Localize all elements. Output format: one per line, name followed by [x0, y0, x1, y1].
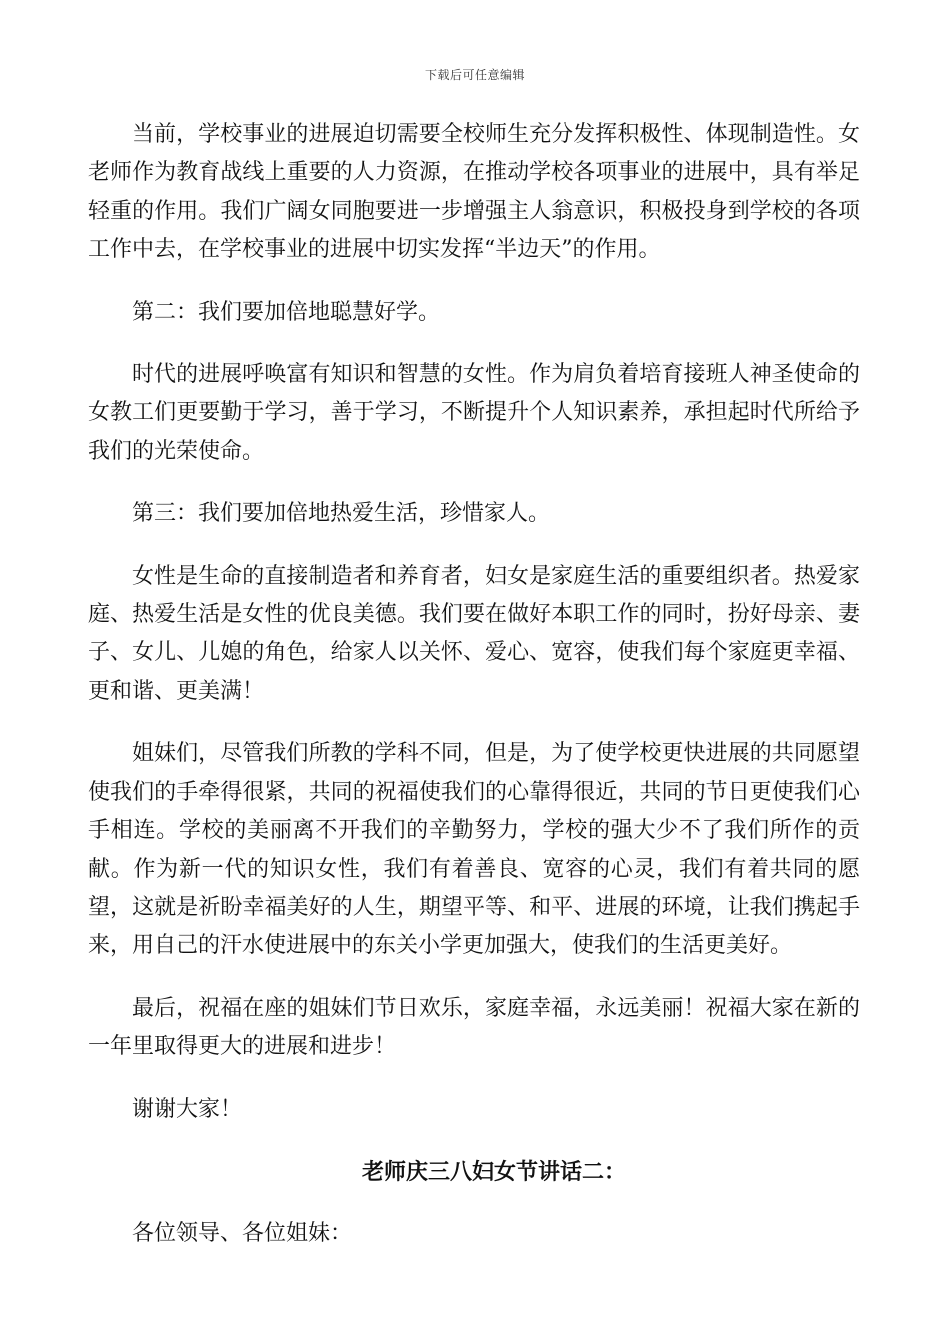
document-body	[88, 116, 860, 1278]
paragraph-knowledge: 时代的进展呼唤富有知识和智慧的女性。作为肩负着培育接班人神圣使命的女教工们更要勤于学习，善于学习，不断提升个人知识素养，承担起时代所给予我们的光荣使命。	[88, 362, 860, 464]
paragraph-point-three: 第三：我们要加倍地热爱生活，珍惜家人。	[132, 501, 551, 527]
header-note: 下载后可任意编辑	[424, 68, 525, 82]
paragraph-greeting: 各位领导、各位姐妹：	[132, 1221, 353, 1247]
paragraph-point-two: 第二：我们要加倍地聪慧好学。	[132, 299, 441, 325]
paragraph-family: 女性是生命的直接制造者和养育者，妇女是家庭生活的重要组织者。热爱家庭、热爱生活是女性的优良美德。我们要在做好本职工作的同时，扮好母亲、妻子、女儿、儿媳的角色，给家人以关怀、爱心、宽容，使我们每个家庭更幸福、更和谐、更美满！	[88, 563, 860, 704]
paragraph-intro: 当前，学校事业的进展迫切需要全校师生充分发挥积极性、体现制造性。女老师作为教育战线上重要的人力资源，在推动学校各项事业的进展中，具有举足轻重的作用。我们广阔女同胞要进一步增强主人翁意识，积极投身到学校的各项工作中去，在学校事业的进展中切实发挥“半边天”的作用。	[88, 122, 860, 263]
paragraph-sisters: 姐妹们，尽管我们所教的学科不同，但是，为了使学校更快进展的共同愿望使我们的手牵得很紧，共同的祝福使我们的心靠得很近，共同的节日更使我们心手相连。学校的美丽离不开我们的辛勤努力，学校的强大少不了我们所作的贡献。作为新一代的知识女性，我们有着善良、宽容的心灵，我们有着共同的愿望，这就是祈盼幸福美好的人生，期望平等、和平、进展的环境，让我们携起手来，用自己的汗水使进展中的东关小学更加强大，使我们的生活更美好。	[88, 741, 860, 959]
paragraph-closing-wish: 最后，祝福在座的姐妹们节日欢乐，家庭幸福，永远美丽！祝福大家在新的一年里取得更大的进展和进步！	[88, 995, 860, 1060]
paragraph-thanks: 谢谢大家！	[132, 1096, 243, 1122]
section-title: 老师庆三八妇女节讲话二：	[361, 1158, 626, 1185]
